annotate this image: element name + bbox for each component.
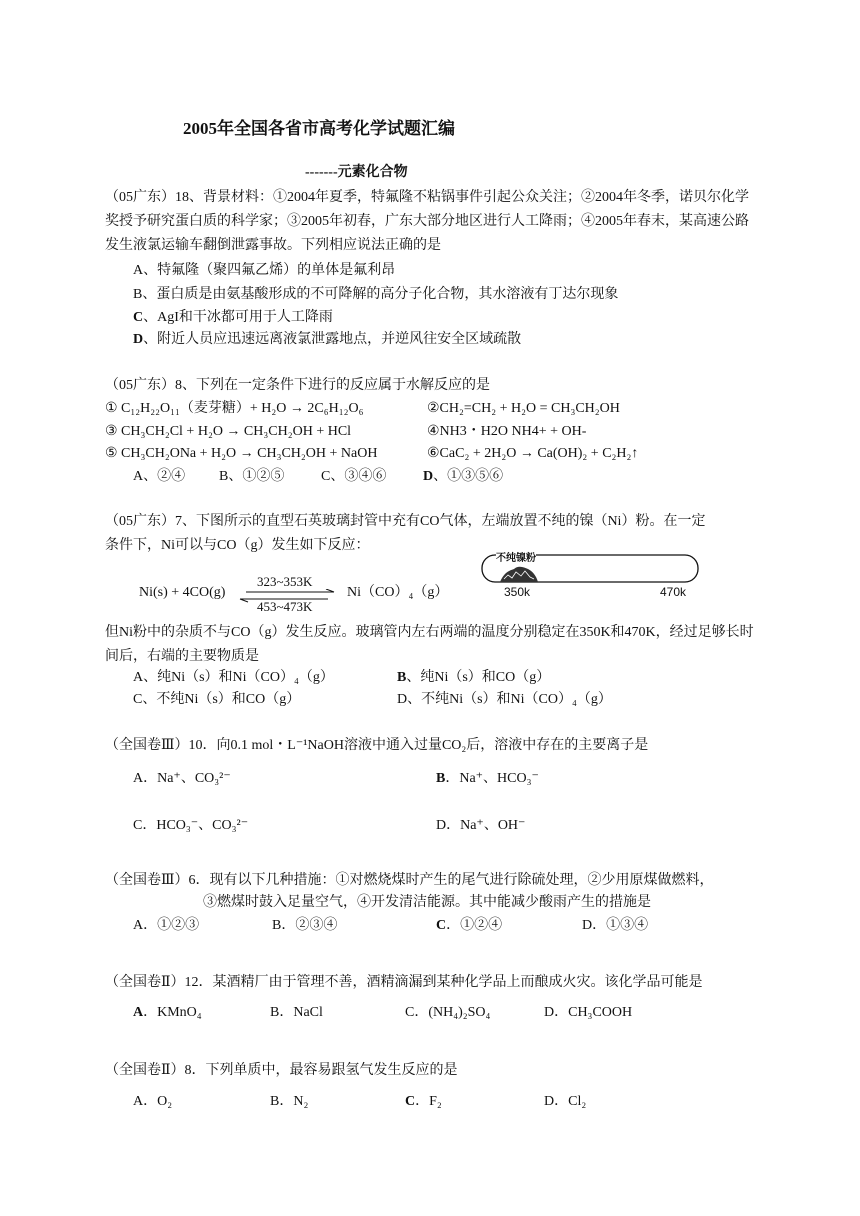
question-7-option-b: B．N₂ xyxy=(270,1094,309,1109)
question-7-stem: （全国卷Ⅱ）8．下列单质中，最容易跟氢气发生反应的是 xyxy=(105,1063,458,1078)
option-d-label: D xyxy=(133,332,144,347)
page-subtitle: -------元素化合物 xyxy=(305,165,408,180)
equation-right-side: Ni（CO）₄（g） xyxy=(347,585,449,600)
question-3-option-d: D、不纯Ni（s）和Ni（CO）₄（g） xyxy=(397,692,612,707)
tube-left-temperature: 350k xyxy=(504,585,531,599)
option-d-label: D xyxy=(423,469,434,484)
question-6-stem: （全国卷Ⅱ）12．某酒精厂由于管理不善，酒精滴漏到某种化学品上而酿成火灾。该化学品可能是 xyxy=(105,975,703,990)
option-d-text: 、附近人员应迅速远离液氯泄露地点，并逆风往安全区域疏散 xyxy=(143,332,522,347)
question-5-option-d: D．①③④ xyxy=(582,918,649,933)
question-7-option-d: D．Cl₂ xyxy=(544,1094,587,1109)
question-4-option-b xyxy=(436,768,539,790)
option-a-text: ．KMnO₄ xyxy=(143,1005,202,1020)
question-4-option-c: C．HCO₃⁻、CO₃²⁻ xyxy=(133,818,249,833)
option-c-label: C xyxy=(133,310,144,325)
question-2-option-d xyxy=(423,466,503,488)
question-5-stem-line-2: ③燃煤时鼓入足量空气，④开发清洁能源。其中能减少酸雨产生的措施是 xyxy=(203,895,651,910)
question-1-option-a: A、特氟隆（聚四氟乙烯）的单体是氟利昂 xyxy=(133,263,396,278)
question-2-option-c: C、③④⑥ xyxy=(321,469,387,484)
question-3-stem-line-1: （05广东）7、下图所示的直型石英玻璃封管中充有CO气体，左端放置不纯的镍（Ni）粉。在一定 xyxy=(105,514,706,529)
question-6-option-d: D．CH₃COOH xyxy=(544,1005,633,1020)
question-1-option-c xyxy=(133,307,333,329)
equation-forward-condition: 323~353K xyxy=(257,574,313,589)
question-4-option-a: A．Na⁺、CO₃²⁻ xyxy=(133,771,231,786)
reaction-5: ⑤ CH₃CH₂ONa + H₂O → CH₃CH₂OH + NaOH xyxy=(105,446,378,461)
question-3-option-a: A、纯Ni（s）和Ni（CO）₄（g） xyxy=(133,670,334,685)
question-3-stem-line-3: 但Ni粉中的杂质不与CO（g）发生反应。玻璃管内左右两端的温度分别稳定在350K和470K，经过足够长时间后，右端的主要物质是 xyxy=(105,625,754,664)
equilibrium-arrows-icon xyxy=(238,589,336,603)
reaction-6: ⑥CaC₂ + 2H₂O → Ca(OH)₂ + C₂H₂↑ xyxy=(427,446,639,461)
equation-reverse-condition: 453~473K xyxy=(257,599,313,614)
option-c-text: ．①②④ xyxy=(446,918,503,933)
option-b-label: B xyxy=(397,670,407,685)
reaction-1: ① C₁₂H₂₂O₁₁（麦芽糖）+ H₂O → 2C₆H₁₂O₆ xyxy=(105,401,364,416)
question-4-stem: （全国卷Ⅲ）10．向0.1 mol・L⁻¹NaOH溶液中通入过量CO₂后，溶液中存在的主要离子是 xyxy=(105,738,649,753)
option-b-text: 、纯Ni（s）和CO（g） xyxy=(406,670,551,685)
reaction-4: ④NH3・H2O NH4+ + OH- xyxy=(427,424,587,439)
reaction-2: ②CH₂=CH₂ + H₂O = CH₃CH₂OH xyxy=(427,401,620,416)
question-6-option-a xyxy=(133,1002,202,1024)
question-1-option-b: B、蛋白质是由氨基酸形成的不可降解的高分子化合物，其水溶液有丁达尔现象 xyxy=(133,287,619,302)
option-c-text: ．F₂ xyxy=(415,1094,442,1109)
question-5-option-c xyxy=(436,915,502,937)
question-4-option-d: D．Na⁺、OH⁻ xyxy=(436,818,526,833)
question-3-option-b xyxy=(397,667,550,689)
option-b-label: B xyxy=(436,771,446,786)
question-1-stem: （05广东）18、背景材料：①2004年夏季，特氟隆不粘锅事件引起公众关注；②2004年冬季，诺贝尔化学奖授予研究蛋白质的科学家；③2005年初春，广东大部分地区进行人工降雨；④2005年春末，某高速公路发生液氯运输车翻倒泄露事故。下列相应说法正确的是 xyxy=(105,190,749,253)
option-c-label: C xyxy=(405,1094,416,1109)
page-title: 2005年全国各省市高考化学试题汇编 xyxy=(183,119,455,138)
question-3-option-c: C、不纯Ni（s）和CO（g） xyxy=(133,692,301,707)
tube-right-temperature: 470k xyxy=(660,585,687,599)
reaction-3: ③ CH₃CH₂Cl + H₂O → CH₃CH₂OH + HCl xyxy=(105,424,352,439)
question-2-stem: （05广东）8、下列在一定条件下进行的反应属于水解反应的是 xyxy=(105,378,490,393)
question-5-stem-line-1: （全国卷Ⅲ）6．现有以下几种措施：①对燃烧煤时产生的尾气进行除硫处理，②少用原煤做燃料， xyxy=(105,873,714,888)
question-2-option-a: A、②④ xyxy=(133,469,186,484)
question-5-option-a: A．①②③ xyxy=(133,918,200,933)
question-5-option-b: B．②③④ xyxy=(272,918,338,933)
tube-label: 不纯镍粉 xyxy=(496,549,536,564)
option-b-text: ．Na⁺、HCO₃⁻ xyxy=(445,771,539,786)
question-7-option-a: A．O₂ xyxy=(133,1094,173,1109)
question-7-option-c xyxy=(405,1091,442,1113)
option-a-label: A xyxy=(133,1005,144,1020)
option-c-label: C xyxy=(436,918,447,933)
question-6-option-c: C．(NH₄)₂SO₄ xyxy=(405,1005,491,1020)
option-d-text: 、①③⑤⑥ xyxy=(433,469,504,484)
equation-left-side: Ni(s) + 4CO(g) xyxy=(139,585,226,600)
option-c-text: 、AgI和干冰都可用于人工降雨 xyxy=(143,310,333,325)
question-3-stem-line-2: 条件下，Ni可以与CO（g）发生如下反应： xyxy=(105,538,370,553)
question-1-option-d xyxy=(133,329,521,351)
question-6-option-b: B．NaCl xyxy=(270,1005,323,1020)
question-2-option-b: B、①②⑤ xyxy=(219,469,285,484)
